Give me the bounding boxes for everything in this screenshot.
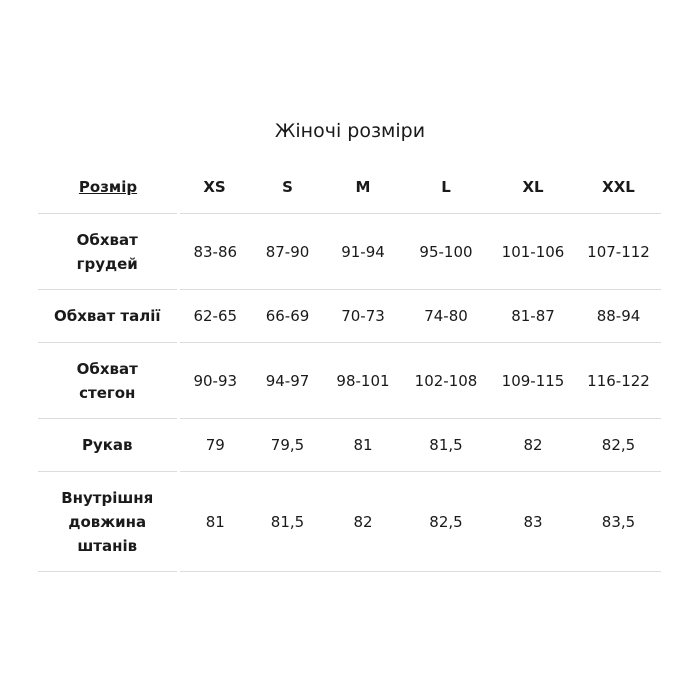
- row-label-line: штанів: [77, 536, 138, 555]
- row-label-line: довжина: [68, 512, 147, 531]
- row-label-waist: [38, 290, 178, 343]
- page-title: Жіночі розміри: [274, 120, 426, 142]
- table-cell: 83,5: [576, 472, 661, 572]
- table-cell: 81: [324, 419, 402, 472]
- table-cell: 87-90: [251, 214, 324, 290]
- table-cell: 82,5: [576, 419, 661, 472]
- size-header-xs: XS: [203, 177, 226, 196]
- size-header-s: S: [282, 177, 293, 196]
- table-cell: 82: [324, 472, 402, 572]
- table-row-hips: [38, 343, 661, 419]
- table-cell: 74-80: [402, 290, 490, 343]
- table-cell: 81,5: [251, 472, 324, 572]
- size-header-text: Розмір: [78, 177, 138, 196]
- row-label-bust: [38, 214, 178, 290]
- table-row-bust: [38, 214, 661, 290]
- table-cell: 82,5: [402, 472, 490, 572]
- table-cell: 83-86: [178, 214, 251, 290]
- row-label-line: грудей: [76, 254, 138, 273]
- row-label-line: Рукав: [81, 436, 133, 454]
- table-cell: 81-87: [490, 290, 576, 343]
- size-header-label: [38, 160, 178, 214]
- table-cell: 79: [178, 419, 251, 472]
- row-label-line: Обхват: [76, 359, 138, 378]
- table-cell: 81: [178, 472, 251, 572]
- table-cell: 116-122: [576, 343, 661, 419]
- table-cell: 109-115: [490, 343, 576, 419]
- table-cell: 94-97: [251, 343, 324, 419]
- row-label-line: Внутрішня: [61, 488, 154, 507]
- table-cell: 81,5: [402, 419, 490, 472]
- table-cell: 95-100: [402, 214, 490, 290]
- size-header-xxl: XXL: [602, 177, 635, 196]
- table-row-inseam: [38, 472, 661, 572]
- table-row-sleeve: [38, 419, 661, 472]
- size-chart-table: [38, 160, 661, 572]
- row-label-line: Обхват талії: [53, 307, 161, 325]
- table-cell: 66-69: [251, 290, 324, 343]
- size-header-xl: XL: [522, 177, 544, 196]
- row-label-sleeve: [38, 419, 178, 472]
- table-cell: 98-101: [324, 343, 402, 419]
- table-cell: 101-106: [490, 214, 576, 290]
- table-cell: 91-94: [324, 214, 402, 290]
- table-row-waist: [38, 290, 661, 343]
- row-label-hips: [38, 343, 178, 419]
- table-cell: 102-108: [402, 343, 490, 419]
- table-cell: 79,5: [251, 419, 324, 472]
- table-cell: 62-65: [178, 290, 251, 343]
- table-cell: 83: [490, 472, 576, 572]
- table-cell: 82: [490, 419, 576, 472]
- row-label-line: стегон: [79, 383, 136, 402]
- row-label-line: Обхват: [76, 230, 138, 249]
- row-label-inseam: [38, 472, 178, 572]
- header-row: [38, 160, 661, 214]
- size-header-m: M: [355, 177, 371, 196]
- table-cell: 107-112: [576, 214, 661, 290]
- size-header-l: L: [441, 177, 451, 196]
- table-cell: 90-93: [178, 343, 251, 419]
- table-cell: 88-94: [576, 290, 661, 343]
- table-cell: 70-73: [324, 290, 402, 343]
